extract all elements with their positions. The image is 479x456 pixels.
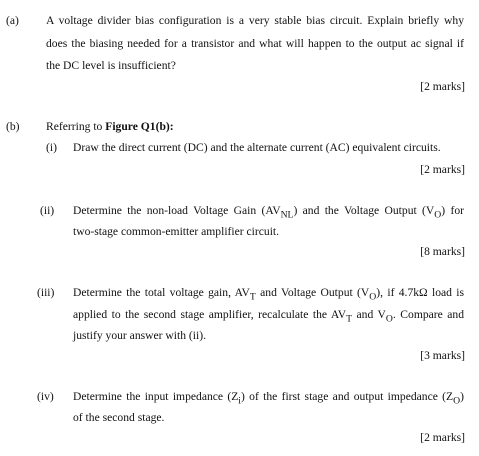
part-iii-line-1-a: Determine the total voltage gain, AV (73, 286, 250, 299)
part-iii-marks: [3 marks] (420, 349, 465, 362)
part-i-line-1: Draw the direct current (DC) and the alternate current (AC) equivalent circuits. (73, 141, 441, 154)
part-iii-line-3: justify your answer with (ii). (73, 329, 206, 342)
part-ii-line-1-b: ) and the Voltage Output (V (293, 204, 435, 217)
part-iii-sub-1: T (249, 291, 256, 303)
part-iii-line-1 (73, 286, 464, 302)
question-a-line-1: A voltage divider bias configuration is a very stable bias circuit. Explain briefly why (46, 14, 464, 27)
part-ii-label: (ii) (40, 204, 55, 217)
question-a-label: (a) (6, 14, 19, 27)
part-ii-line-2: two-stage common-emitter amplifier circuit. (73, 225, 280, 238)
question-b-label: (b) (6, 120, 20, 133)
part-iii-line-1-b: and Voltage Output (V (255, 286, 370, 299)
question-b-intro-text: Referring to (46, 120, 106, 133)
part-iii-line-2-a: applied to the second stage amplifier, recalculate the AV (73, 308, 347, 321)
part-iii-line-1-c: ), if 4.7kΩ load is (376, 286, 464, 299)
part-i-marks: [2 marks] (420, 163, 465, 176)
part-iv-line-1-c: ) (460, 390, 464, 403)
part-iii-line-2-c: . Compare and (392, 308, 465, 321)
part-iv-marks: [2 marks] (420, 431, 465, 444)
part-i-label: (i) (46, 141, 57, 154)
part-iv-label: (iv) (37, 390, 54, 403)
part-iii-line-2 (73, 308, 464, 324)
part-iv-line-2: of the second stage. (73, 411, 165, 424)
question-a-marks: [2 marks] (420, 80, 465, 93)
part-ii-sub-1: NL (280, 209, 294, 221)
question-a-line-2: does the biasing needed for a transistor and what will happen to the output ac signal if (46, 37, 464, 50)
part-ii-line-1 (73, 204, 464, 220)
question-a-line-3: the DC level is insufficient? (46, 59, 176, 72)
part-ii-marks: [8 marks] (420, 245, 465, 258)
figure-reference: Figure Q1(b): (105, 120, 174, 133)
part-iv-sub-1: i (238, 395, 241, 407)
part-ii-line-1-a: Determine the non-load Voltage Gain (AV (73, 204, 281, 217)
part-iii-sub-2: O (369, 291, 377, 303)
part-iv-line-1-a: Determine the input impedance (Z (73, 390, 239, 403)
question-b-intro (46, 120, 174, 133)
part-iv-sub-2: O (453, 395, 461, 407)
part-iii-line-2-b: and V (352, 308, 386, 321)
part-iii-sub-3: T (346, 313, 353, 325)
part-iii-sub-4: O (385, 313, 393, 325)
part-iv-line-1 (73, 390, 464, 406)
part-iv-line-1-b: ) of the first stage and output impedance (Z (240, 390, 454, 403)
part-ii-sub-2: O (434, 209, 442, 221)
part-iii-label: (iii) (37, 286, 55, 299)
part-ii-line-1-c: ) for (441, 204, 464, 217)
